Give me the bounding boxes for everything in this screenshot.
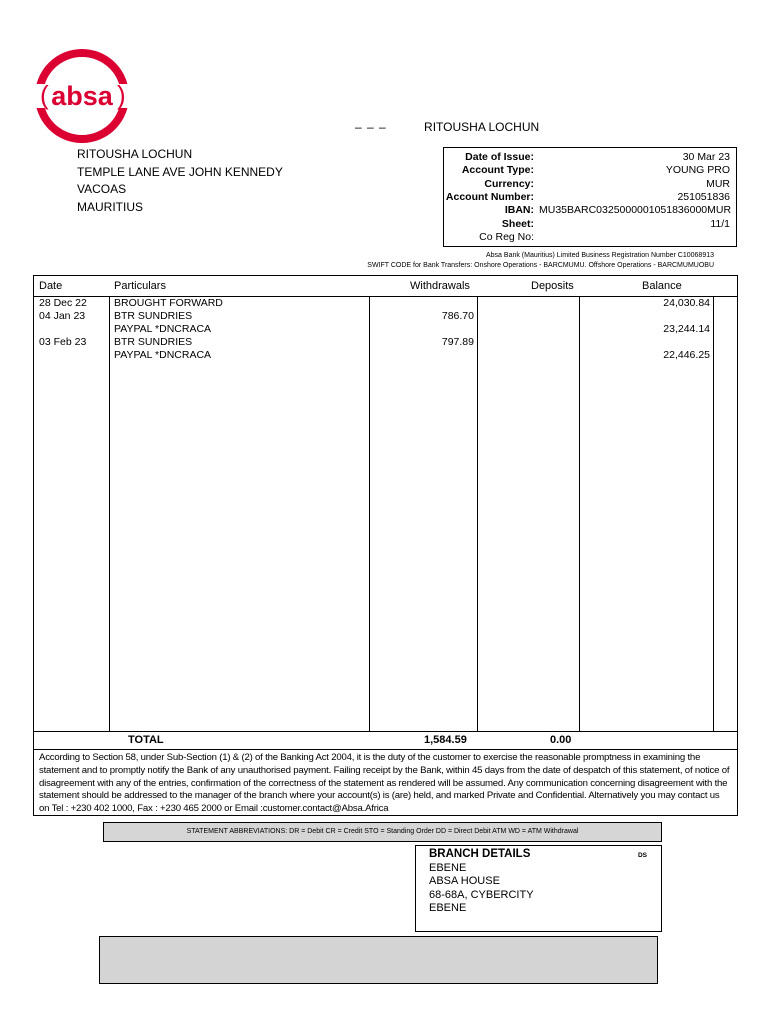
branch-details [415,845,662,932]
col-header-particulars: Particulars [114,280,166,292]
address-line: RITOUSHA LOCHUN [77,147,193,161]
iban-value: MU35BARC0325000001051836000MUR [539,204,732,216]
account-type-value: YOUNG PRO [665,164,730,176]
statement-header [355,120,539,134]
sheet-label: Sheet: [501,217,534,230]
branch-line: EBENE [429,861,467,874]
currency-value: MUR [706,177,730,190]
col-header-deposits: Deposits [531,280,574,292]
row-withdrawal: 797.89 [441,336,474,348]
header-customer-name: RITOUSHA LOCHUN [424,120,540,134]
transactions-table [33,275,738,750]
address-line: TEMPLE LANE AVE JOHN KENNEDY [77,164,283,179]
footer-message-box [99,936,658,984]
total-deposits: 0.00 [550,734,572,746]
row-balance: 24,030.84 [663,297,710,309]
column-divider [369,296,370,731]
absa-logo [34,48,130,144]
svg-text:(: ( [40,80,49,110]
iban-label: IBAN: [504,204,534,216]
co-reg-label: Co Reg No: [479,231,534,243]
address-line: VACOAS [77,182,127,196]
legal-notice: According to Section 58, under Sub-Section (1) & (2) of the Banking Act 2004, it is the duty of the customer to exercise the reasonable promptness in examining the statement and to promptly notify the Bank of any unauthorised payment. Failing receipt by the Bank, within 45 days from the date of despatch of this statement, of notice of disagreement with any of the entries, confirmation of the correctness of the statement as rendered will be assumed. Any communication concerning disagreement with the statement should be addressed to the manager of the branch where your account(s) is (are) held, and marked Private and Confidential. Alternatively you may contact us on Tel : +230 402 1000, Fax : +230 465 2000 or Email :customer.contact@Absa.Africa [33,750,738,816]
row-particulars: BTR SUNDRIES [114,310,193,322]
column-divider [109,296,110,731]
row-particulars: BTR SUNDRIES [114,336,193,348]
row-date: 04 Jan 23 [39,310,86,322]
row-withdrawal: 786.70 [441,310,474,322]
date-of-issue-label: Date of Issue: [465,151,534,163]
row-balance: 23,244.14 [663,323,710,335]
column-divider [579,296,580,731]
total-label: TOTAL [128,734,164,746]
statement-abbreviations: STATEMENT ABBREVIATIONS: DR = Debit CR = Credit STO = Standing Order DD = Direct Debit ATM WD = ATM Withdrawal [103,822,662,842]
col-header-withdrawals: Withdrawals [410,280,470,292]
customer-address [77,146,283,216]
branch-code: DS [637,852,647,859]
column-divider [713,296,714,731]
sheet-value: 11/1 [710,217,730,230]
row-particulars: PAYPAL *DNCRACA [114,349,212,361]
registration-line: Absa Bank (Mauritius) Limited Business Registration Number C10068913 [486,252,714,259]
svg-text:absa: absa [51,81,113,111]
column-divider [477,296,478,731]
branch-line: 68-68A, CYBERCITY [429,888,534,901]
row-particulars: PAYPAL *DNCRACA [114,323,212,335]
date-of-issue-value: 30 Mar 23 [682,151,730,163]
account-info-box [443,147,737,247]
row-particulars: BROUGHT FORWARD [114,297,223,309]
svg-text:): ) [117,80,126,110]
account-number-value: 251051836 [677,191,730,203]
branch-title: BRANCH DETAILS [429,848,531,860]
row-date: 03 Feb 23 [39,336,87,348]
col-header-date: Date [39,280,63,292]
col-header-balance: Balance [642,280,682,292]
account-number-label: Account Number: [445,191,534,203]
registration-info [367,251,714,270]
total-divider [34,731,737,732]
swift-line: SWIFT CODE for Bank Transfers: Onshore Operations - BARCMUMU. Offshore Operations - BARCMUMUOBU [367,261,714,269]
total-withdrawals: 1,584.59 [424,734,467,746]
currency-label: Currency: [484,177,534,190]
account-type-label: Account Type: [461,164,534,176]
row-balance: 22,446.25 [663,349,710,361]
header-dashes: – – – [355,120,387,134]
branch-line: EBENE [429,902,467,914]
address-line: MAURITIUS [77,199,143,214]
row-date: 28 Dec 22 [39,297,87,309]
branch-line: ABSA HOUSE [429,875,500,887]
